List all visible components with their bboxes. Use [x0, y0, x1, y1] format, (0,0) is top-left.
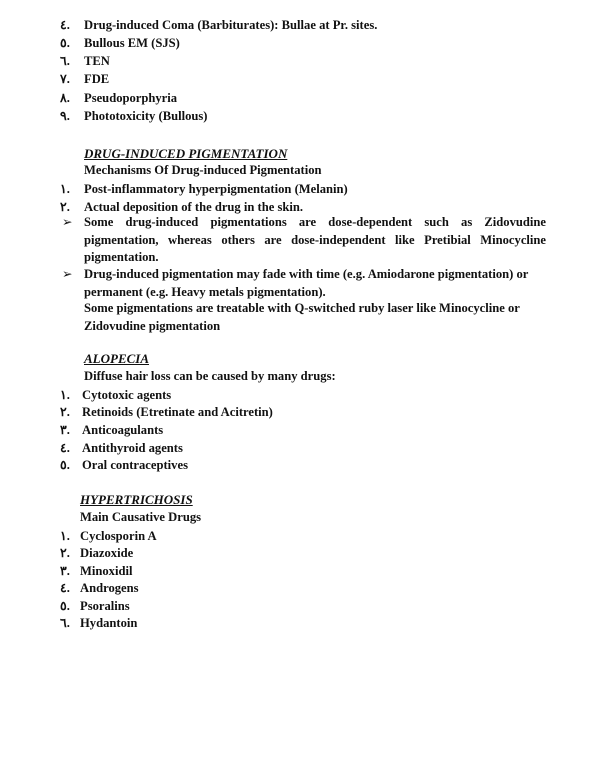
list-number: ١.	[60, 182, 70, 196]
list-text: Post-inflammatory hyperpigmentation (Melanin)	[84, 182, 348, 196]
list-number: ٦.	[60, 54, 70, 68]
list-text: Cytotoxic agents	[82, 388, 172, 402]
list-text: Androgens	[80, 581, 139, 595]
list-text: Diazoxide	[80, 546, 134, 560]
list-text: Phototoxicity (Bullous)	[84, 109, 208, 123]
bullet-paragraph: Some drug-induced pigmentations are dose-dependent such as Zidovudine pigmentation, whereas others are dose-independent like Pretibial Minocycline pigmentation.	[84, 215, 546, 264]
list-text: Retinoids (Etretinate and Acitretin)	[82, 405, 273, 419]
list-number: ٣.	[60, 423, 70, 437]
list-number: ٢.	[60, 200, 70, 214]
list-text: Anticoagulants	[82, 423, 164, 437]
list-number: ٤.	[60, 441, 70, 455]
list-text: Actual deposition of the drug in the skin.	[84, 200, 304, 214]
section-subheading: Mechanisms Of Drug-induced Pigmentation	[84, 163, 322, 177]
list-text: Psoralins	[80, 599, 130, 613]
list-text: Pseudoporphyria	[84, 91, 178, 105]
section-subheading: Main Causative Drugs	[80, 510, 202, 524]
note-paragraph: Some pigmentations are treatable with Q-switched ruby laser like Minocycline or Zidovudine pigmentation	[84, 301, 520, 333]
arrow-bullet-icon: ➢	[62, 215, 73, 229]
list-number: ١.	[60, 529, 70, 543]
list-text: Drug-induced Coma (Barbiturates): Bullae at Pr. sites.	[84, 18, 378, 32]
section-heading-hypertrichosis: HYPERTRICHOSIS	[80, 492, 193, 507]
section-heading-pigmentation: DRUG-INDUCED PIGMENTATION	[84, 146, 288, 161]
list-number: ٢.	[60, 546, 70, 560]
list-number: ١.	[60, 388, 70, 402]
list-number: ٧.	[60, 72, 70, 86]
list-text: FDE	[84, 72, 110, 86]
list-number: ٤.	[60, 18, 70, 32]
list-number: ٩.	[60, 109, 70, 123]
list-text: Antithyroid agents	[82, 441, 183, 455]
list-text: Bullous EM (SJS)	[84, 36, 180, 50]
arrow-bullet-icon: ➢	[62, 267, 73, 281]
list-number: ٦.	[60, 616, 70, 630]
list-number: ٤.	[60, 581, 70, 595]
list-text: Minoxidil	[80, 564, 133, 578]
list-number: ٨.	[60, 91, 70, 105]
section-heading-alopecia: ALOPECIA	[84, 351, 150, 366]
list-number: ٥.	[60, 458, 70, 472]
list-number: ٥.	[60, 36, 70, 50]
list-number: ٣.	[60, 564, 70, 578]
list-number: ٥.	[60, 599, 70, 613]
list-number: ٢.	[60, 405, 70, 419]
list-text: Cyclosporin A	[80, 529, 157, 543]
list-text: Hydantoin	[80, 616, 138, 630]
bullet-paragraph: Drug-induced pigmentation may fade with time (e.g. Amiodarone pigmentation) or permanent (e.g. Heavy metals pigmentation).	[84, 267, 529, 299]
list-text: TEN	[84, 54, 110, 68]
list-text: Oral contraceptives	[82, 458, 188, 472]
section-subheading: Diffuse hair loss can be caused by many drugs:	[84, 369, 336, 383]
